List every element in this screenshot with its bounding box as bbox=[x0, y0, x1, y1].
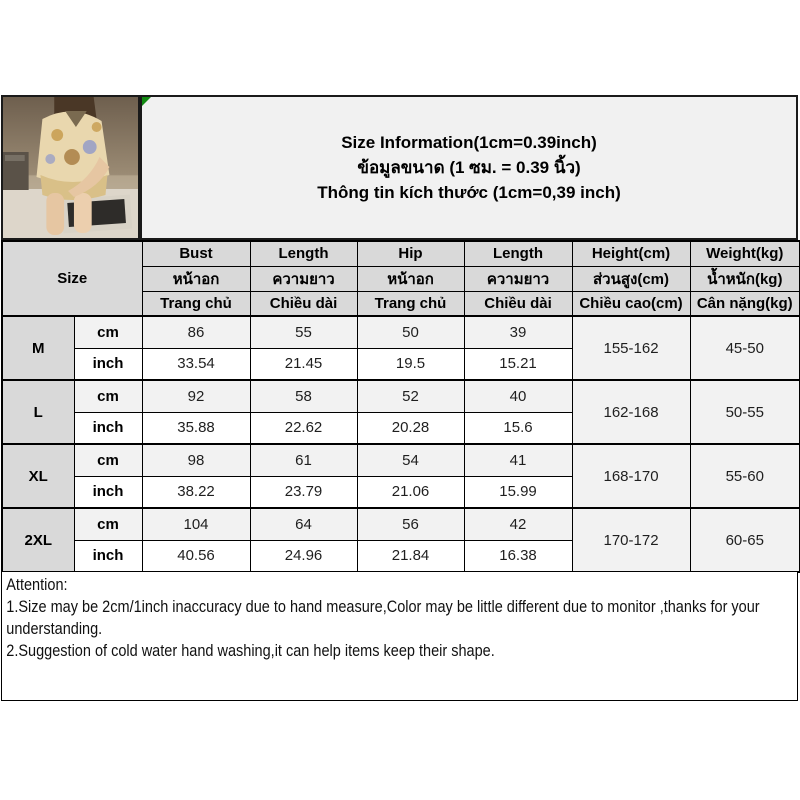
table-row bbox=[2, 316, 800, 348]
product-photo-illustration bbox=[3, 97, 138, 238]
cell-l-bust-inch: 35.88 bbox=[142, 412, 250, 444]
table-row bbox=[2, 444, 800, 476]
cell-2xl-height: 170-172 bbox=[572, 508, 690, 572]
cell-l-length2-cm: 40 bbox=[464, 380, 572, 412]
title-block bbox=[140, 95, 798, 240]
cell-2xl-bust-cm: 104 bbox=[142, 508, 250, 540]
cell-2xl-weight: 60-65 bbox=[690, 508, 800, 572]
cell-m-bust-inch: 33.54 bbox=[142, 348, 250, 380]
cell-xl-bust-cm: 98 bbox=[142, 444, 250, 476]
unit-label: cm bbox=[74, 444, 142, 476]
col-header-hip-en: Hip bbox=[357, 241, 464, 266]
cell-xl-hip-cm: 54 bbox=[357, 444, 464, 476]
product-photo bbox=[1, 95, 140, 240]
col-header-bust-en: Bust bbox=[142, 241, 250, 266]
col-header-weight-vi: Cân nặng(kg) bbox=[690, 291, 800, 316]
cell-m-length2-cm: 39 bbox=[464, 316, 572, 348]
cell-m-length2-inch: 15.21 bbox=[464, 348, 572, 380]
cell-xl-length1-cm: 61 bbox=[250, 444, 357, 476]
attention-note-2: 2.Suggestion of cold water hand washing,it can help items keep their shape. bbox=[6, 641, 495, 660]
cell-l-length1-inch: 22.62 bbox=[250, 412, 357, 444]
col-header-bust-vi: Trang chủ bbox=[142, 291, 250, 316]
unit-label: inch bbox=[74, 540, 142, 572]
cell-2xl-hip-cm: 56 bbox=[357, 508, 464, 540]
cell-m-hip-cm: 50 bbox=[357, 316, 464, 348]
cell-xl-weight: 55-60 bbox=[690, 444, 800, 508]
cell-l-weight: 50-55 bbox=[690, 380, 800, 444]
cell-m-length1-inch: 21.45 bbox=[250, 348, 357, 380]
col-header-weight-th: น้ำหนัก(kg) bbox=[690, 266, 800, 291]
attention-heading: Attention: bbox=[6, 575, 68, 594]
cell-xl-length2-inch: 15.99 bbox=[464, 476, 572, 508]
cell-2xl-length2-inch: 16.38 bbox=[464, 540, 572, 572]
cell-m-hip-inch: 19.5 bbox=[357, 348, 464, 380]
col-header-hip-th: หน้าอก bbox=[357, 266, 464, 291]
size-label-xl: XL bbox=[2, 444, 74, 508]
title-vietnamese: Thông tin kích thước (1cm=0,39 inch) bbox=[317, 183, 621, 202]
cell-l-length1-cm: 58 bbox=[250, 380, 357, 412]
cell-2xl-length1-inch: 24.96 bbox=[250, 540, 357, 572]
attention-box bbox=[1, 571, 798, 701]
table-row bbox=[2, 508, 800, 540]
unit-label: cm bbox=[74, 380, 142, 412]
cell-l-length2-inch: 15.6 bbox=[464, 412, 572, 444]
cell-xl-height: 168-170 bbox=[572, 444, 690, 508]
cell-l-height: 162-168 bbox=[572, 380, 690, 444]
cell-xl-hip-inch: 21.06 bbox=[357, 476, 464, 508]
size-label-2xl: 2XL bbox=[2, 508, 74, 572]
cell-l-hip-cm: 52 bbox=[357, 380, 464, 412]
col-header-height-th: ส่วนสูง(cm) bbox=[572, 266, 690, 291]
cell-2xl-bust-inch: 40.56 bbox=[142, 540, 250, 572]
unit-label: inch bbox=[74, 412, 142, 444]
cell-m-height: 155-162 bbox=[572, 316, 690, 380]
col-header-length1-vi: Chiều dài bbox=[250, 291, 357, 316]
cell-l-bust-cm: 92 bbox=[142, 380, 250, 412]
title-english: Size Information(1cm=0.39inch) bbox=[341, 133, 597, 152]
cell-comment-icon bbox=[142, 97, 151, 106]
col-header-hip-vi: Trang chủ bbox=[357, 291, 464, 316]
col-header-length2-en: Length bbox=[464, 241, 572, 266]
title-thai: ข้อมูลขนาด (1 ซม. = 0.39 นิ้ว) bbox=[357, 158, 581, 177]
unit-label: inch bbox=[74, 476, 142, 508]
size-label-l: L bbox=[2, 380, 74, 444]
unit-label: inch bbox=[74, 348, 142, 380]
attention-text bbox=[2, 572, 798, 662]
cell-xl-length1-inch: 23.79 bbox=[250, 476, 357, 508]
col-header-length1-en: Length bbox=[250, 241, 357, 266]
table-row bbox=[2, 380, 800, 412]
col-header-height-en: Height(cm) bbox=[572, 241, 690, 266]
col-header-length2-vi: Chiều dài bbox=[464, 291, 572, 316]
cell-2xl-length1-cm: 64 bbox=[250, 508, 357, 540]
cell-2xl-length2-cm: 42 bbox=[464, 508, 572, 540]
cell-m-bust-cm: 86 bbox=[142, 316, 250, 348]
size-label-m: M bbox=[2, 316, 74, 380]
attention-note-1: 1.Size may be 2cm/1inch inaccuracy due to hand measure,Color may be little different due to monitor ,thanks for your understanding. bbox=[6, 597, 760, 638]
cell-l-hip-inch: 20.28 bbox=[357, 412, 464, 444]
cell-2xl-hip-inch: 21.84 bbox=[357, 540, 464, 572]
cell-xl-bust-inch: 38.22 bbox=[142, 476, 250, 508]
col-header-length1-th: ความยาว bbox=[250, 266, 357, 291]
cell-xl-length2-cm: 41 bbox=[464, 444, 572, 476]
col-header-height-vi: Chiều cao(cm) bbox=[572, 291, 690, 316]
col-header-bust-th: หน้าอก bbox=[142, 266, 250, 291]
unit-label: cm bbox=[74, 508, 142, 540]
unit-label: cm bbox=[74, 316, 142, 348]
size-corner-header: Size bbox=[2, 241, 142, 316]
col-header-length2-th: ความยาว bbox=[464, 266, 572, 291]
cell-m-length1-cm: 55 bbox=[250, 316, 357, 348]
size-table bbox=[1, 240, 800, 573]
cell-m-weight: 45-50 bbox=[690, 316, 800, 380]
col-header-weight-en: Weight(kg) bbox=[690, 241, 800, 266]
